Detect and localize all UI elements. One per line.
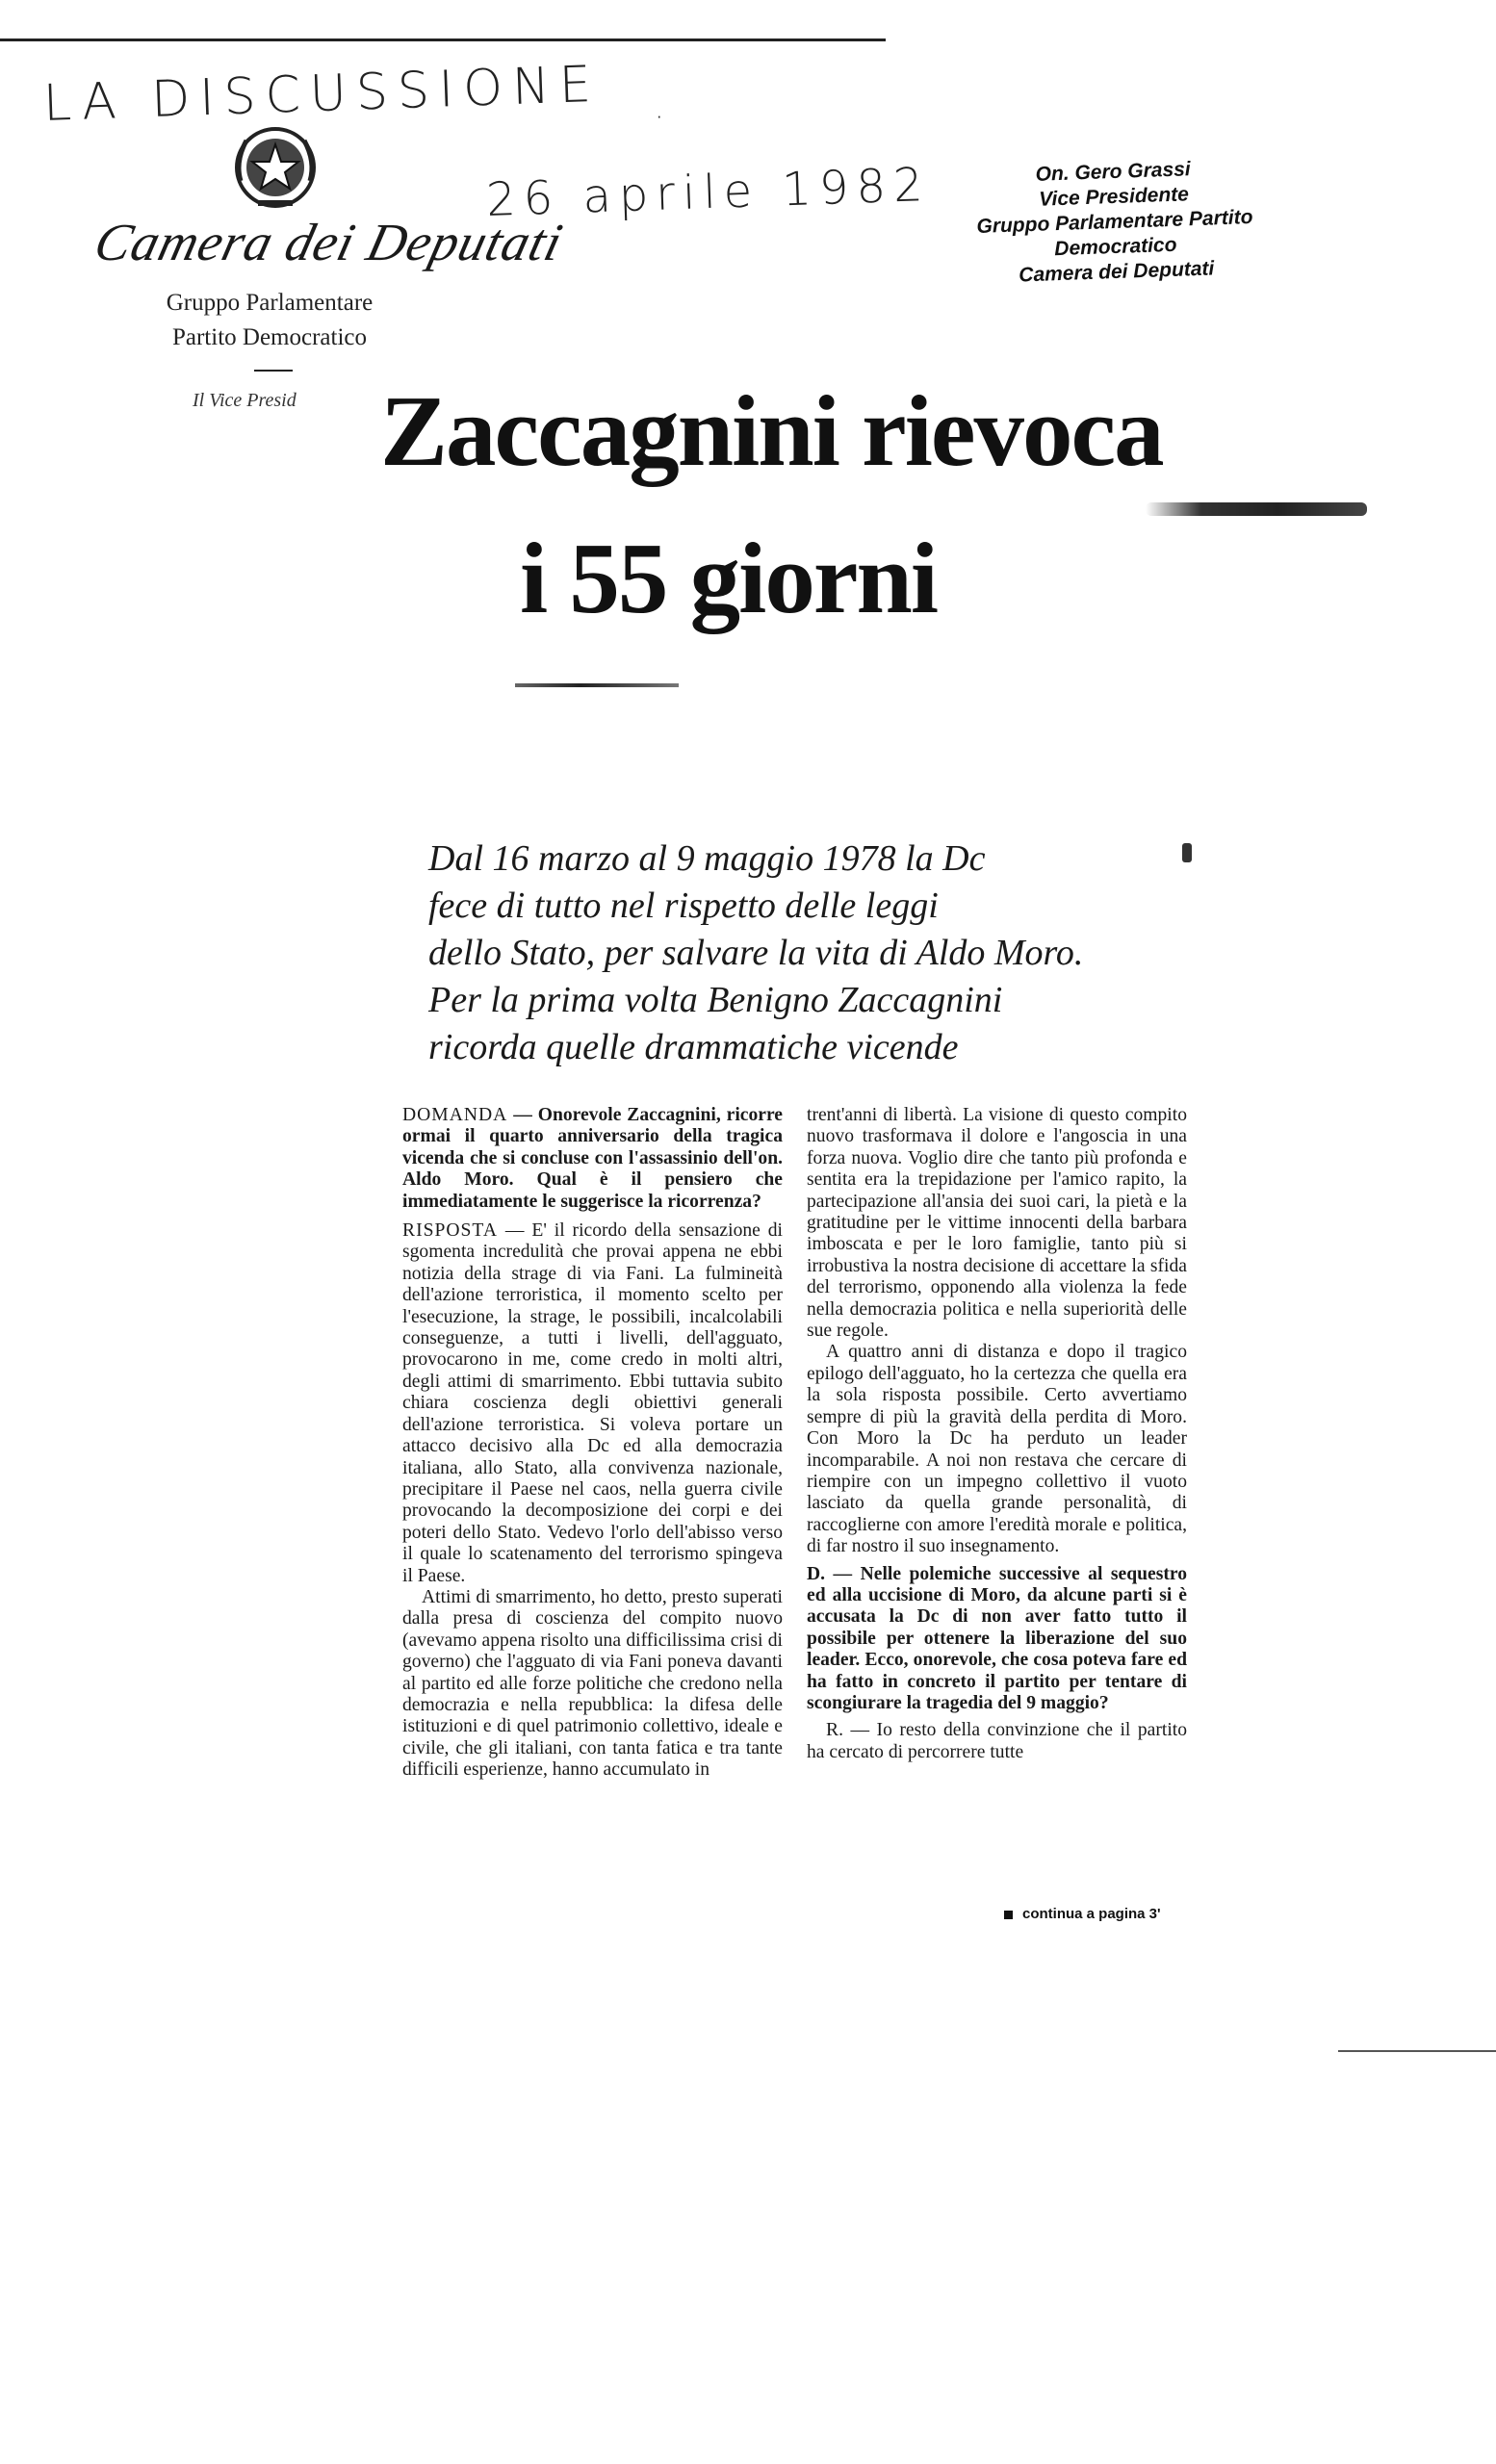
question-text: — Onorevole Zaccagnini, ricorre ormai il quarto anniversario della tragica vicenda che si concluse con l'assassinio dell'on. Aldo Moro. Qual è il pensiero che immediatamente le suggerisce la ricorrenza? xyxy=(402,1105,783,1212)
subtitle-line: Per la prima volta Benigno Zaccagnini xyxy=(428,980,1003,1020)
square-bullet-icon xyxy=(1004,1911,1013,1919)
subtitle-line: dello Stato, per salvare la vita di Aldo Moro. xyxy=(428,933,1084,973)
handwritten-source: LA DISCUSSIONE xyxy=(42,55,602,133)
answer-1 xyxy=(402,1220,783,1587)
ink-smear xyxy=(1146,502,1367,516)
article-column-1 xyxy=(402,1105,783,1782)
answer-lead: RISPOSTA xyxy=(402,1220,498,1242)
headline-line-1: Zaccagnini rievoca xyxy=(380,374,1163,487)
subtitle-line: fece di tutto nel rispetto delle leggi xyxy=(428,886,939,926)
gruppo-line-1: Gruppo Parlamentare xyxy=(166,290,374,316)
subtitle-line: Dal 16 marzo al 9 maggio 1978 la Dc xyxy=(428,838,986,879)
paragraph: Attimi di smarrimento, ho detto, presto superati dalla presa di coscienza del compito nuovo (avevamo appena risolto una difficilissima crisi di governo) che l'agguato di via Fani poneva davanti al partito ed alle forze politiche che credono nella democrazia e nella repubblica: la difesa delle istituzioni e di quel patrimonio collettivo, ideale e civile, che gli italiani, con tanta fatica e tra tante difficili esperienze, hanno accumulato in xyxy=(402,1586,783,1781)
letterhead-camera: Camera dei Deputati xyxy=(89,213,569,271)
ink-blot xyxy=(1182,843,1192,862)
headline-line-2: i 55 giorni xyxy=(520,522,938,634)
handwritten-date: 26 aprile 1982 xyxy=(485,157,932,228)
subtitle-line: ricorda quelle drammatiche vicende xyxy=(428,1027,959,1067)
question-lead: DOMANDA xyxy=(402,1105,508,1125)
letterhead-gruppo xyxy=(154,286,385,355)
answer-text: — E' il ricordo della sensazione di sgomenta incredulità che provai appena ne ebbi notizia della strage di via Fani. La fulmineità dell'azione terroristica, il momento scelto per l'esecuzione, la strage, le possibili, incalcolabili conseguenze, a tutti i livelli, dell'agguato, provocarono in me, come credo in molti altri, degli attimi di smarrimento. Ebbi tuttavia subito chiara coscienza degli obiettivi generali dell'azione terroristica. Si voleva portare un attacco decisivo alla Dc ed alla democrazia italiana, allo Stato, alla convivenza nazionale, precipitare il Paese nel caos, nella guerra civile provocando la decomposizione dei corpi e dei poteri dello Stato. Vedevo l'orlo dell'abisso verso il quale lo scatenamento del terrorismo spingeva il Paese. xyxy=(402,1220,783,1586)
continua-text: continua a pagina 3' xyxy=(1022,1906,1161,1922)
gruppo-line-2: Partito Democratico xyxy=(171,324,367,350)
article-subtitle xyxy=(428,835,1160,1071)
paragraph: trent'anni di libertà. La visione di questo compito nuovo trasformava il dolore e l'angoscia in una forza nuova. Voglio dire che tanto più profonda e sentita era la trepidazione per l'amico rapito, la partecipazione all'ansia dei suoi cari, la pietà e la gratitudine per le vittime innocenti della barbara imboscata e per le loro famiglie, tanto più si irrobustiva la nostra decisione di accettare la sfida del terrorismo, opponendo alla violenza la fede nella democrazia politica e nella superiorità delle sue regole. xyxy=(807,1105,1187,1342)
signature-block xyxy=(911,153,1319,293)
sig-line-4: Camera dei Deputati xyxy=(1018,257,1215,287)
question-1 xyxy=(402,1105,783,1213)
top-rule xyxy=(0,38,886,41)
ink-smear xyxy=(515,683,679,687)
letterhead-vice: Il Vice Presid xyxy=(193,390,297,411)
sig-line-1: On. Gero Grassi xyxy=(1035,158,1192,186)
republic-emblem-icon xyxy=(231,123,320,212)
bottom-rule xyxy=(1338,2050,1496,2052)
sig-line-3: Gruppo Parlamentare Partito Democratico xyxy=(976,205,1253,261)
paragraph: A quattro anni di distanza e dopo il tragico epilogo dell'agguato, ho la certezza che quella era la sola risposta possibile. Certo avvertiamo sempre di più la gravità della perdita di Moro. Con Moro la Dc ha perduto un leader incomparabile. A noi non restava che cercare di riempire con un impegno collettivo il vuoto lasciato da quella grande personalità, di raccoglierne con amore l'eredità morale e politica, di far nostro il suo insegnamento. xyxy=(807,1342,1187,1557)
sig-line-2: Vice Presidente xyxy=(1038,183,1190,211)
question-2: D. — Nelle polemiche successive al sequestro ed alla uccisione di Moro, da alcune parti si è accusata la Dc di non aver fatto tutto il possibile per ottenere la liberazione del suo leader. Ecco, onorevole, che cosa poteva fare ed ha fatto in concreto il partito per tentare di scongiurare la tragedia del 9 maggio? xyxy=(807,1563,1187,1713)
letterhead-divider xyxy=(254,370,293,372)
handwritten-dot: · xyxy=(655,101,674,135)
continua-note xyxy=(1004,1906,1161,1922)
article-column-2 xyxy=(807,1105,1187,1763)
answer-2: R. — Io resto della convinzione che il partito ha cercato di percorrere tutte xyxy=(807,1720,1187,1762)
